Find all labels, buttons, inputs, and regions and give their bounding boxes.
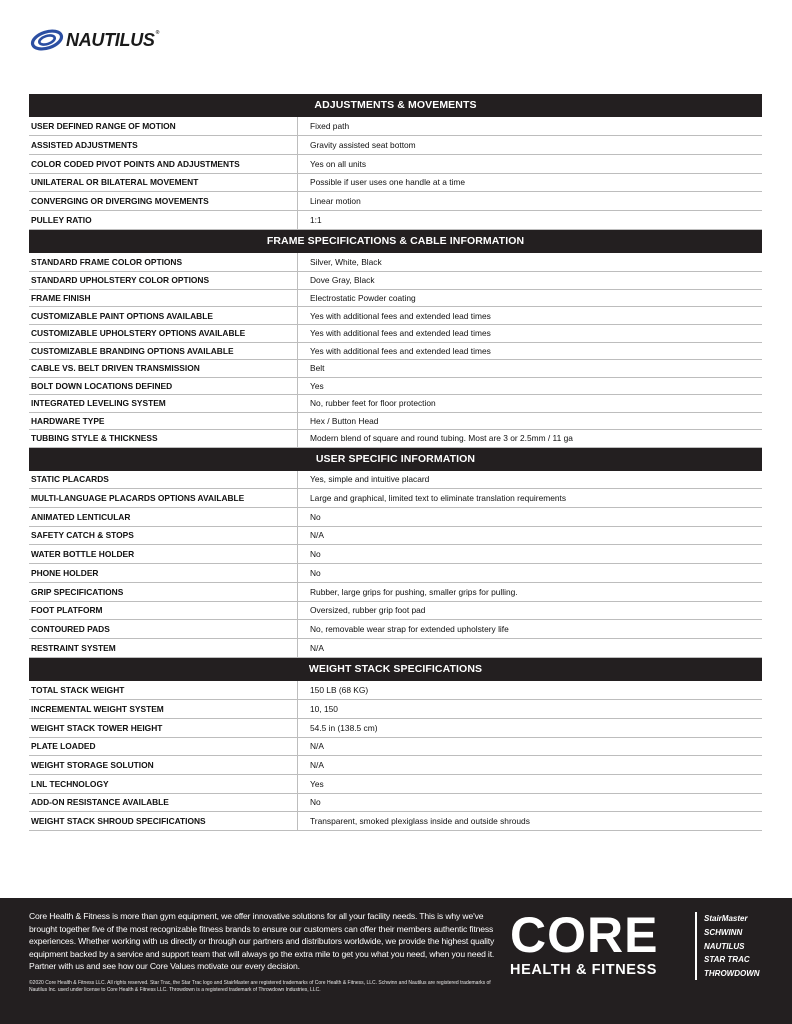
spec-label: LNL TECHNOLOGY [29, 775, 298, 793]
section-header: ADJUSTMENTS & MOVEMENTS [29, 94, 762, 117]
core-wordmark: CORE [510, 907, 659, 963]
spec-value: Fixed path [310, 121, 350, 131]
spec-row [29, 639, 762, 658]
spec-label: STANDARD UPHOLSTERY COLOR OPTIONS [29, 272, 298, 290]
spec-row [29, 545, 762, 564]
logo-divider [695, 912, 697, 980]
nautilus-swirl-icon [30, 27, 64, 53]
spec-label: INCREMENTAL WEIGHT SYSTEM [29, 700, 298, 718]
spec-label: USER DEFINED RANGE OF MOTION [29, 117, 298, 135]
brand-stairmaster: StairMaster [704, 914, 748, 923]
spec-value: 10, 150 [310, 703, 338, 714]
spec-label: CONVERGING OR DIVERGING MOVEMENTS [29, 192, 298, 210]
section-header: FRAME SPECIFICATIONS & CABLE INFORMATION [29, 230, 762, 253]
spec-row [29, 413, 762, 431]
brand-schwinn: SCHWINN [704, 927, 743, 937]
spec-row [29, 471, 762, 490]
spec-value: 54.5 in (138.5 cm) [310, 722, 378, 733]
spec-row [29, 307, 762, 325]
brand-throwdown: THROWDOWN [704, 969, 760, 979]
spec-row [29, 738, 762, 757]
spec-row [29, 794, 762, 813]
spec-row [29, 812, 762, 831]
spec-label: BOLT DOWN LOCATIONS DEFINED [29, 378, 298, 395]
spec-value: No [310, 511, 321, 522]
spec-value: No [310, 549, 321, 559]
spec-value: N/A [310, 530, 324, 541]
spec-row [29, 211, 762, 230]
spec-value: 150 LB (68 KG) [310, 684, 369, 695]
spec-value: Yes, simple and intuitive placard [310, 474, 430, 485]
core-logo [510, 907, 659, 978]
spec-value: Silver, White, Black [310, 256, 382, 267]
spec-label: SAFETY CATCH & STOPS [29, 527, 298, 545]
spec-label: WEIGHT STACK SHROUD SPECIFICATIONS [29, 812, 298, 830]
spec-value: Possible if user uses one handle at a time [310, 177, 466, 188]
spec-label: UNILATERAL OR BILATERAL MOVEMENT [29, 174, 298, 192]
spec-row [29, 489, 762, 508]
spec-row [29, 775, 762, 794]
footer-legal: ©2020 Core Health & Fitness LLC. All rights reserved. Star Trac, the Star Trac logo and StairMaster are registered trademarks of Core Health & Fitness, LLC. Schwinn and Nautilus are registered trademarks of Nautilus Inc. used under license to Core Health & Fitness LLC. Throwdown is a registered trademark of Throwdown Industries, LLC. [29, 980, 491, 993]
spec-label: PHONE HOLDER [29, 564, 298, 582]
spec-label: FOOT PLATFORM [29, 602, 298, 620]
spec-value: 1:1 [310, 214, 322, 225]
spec-value: No, removable wear strap for extended upholstery life [310, 624, 509, 634]
spec-label: WEIGHT STACK TOWER HEIGHT [29, 719, 298, 737]
spec-row [29, 117, 762, 136]
spec-value: N/A [310, 741, 324, 752]
spec-row [29, 192, 762, 211]
spec-value: Gravity assisted seat bottom [310, 140, 416, 150]
spec-value: Rubber, large grips for pushing, smaller grips for pulling. [310, 586, 518, 597]
nautilus-logo [30, 26, 159, 54]
spec-row [29, 700, 762, 719]
spec-row [29, 430, 762, 448]
spec-value: Yes with additional fees and extended lead times [310, 328, 491, 339]
spec-row [29, 290, 762, 307]
spec-label: STATIC PLACARDS [29, 471, 298, 489]
brand-list [704, 912, 760, 981]
spec-row [29, 681, 762, 700]
spec-label: HARDWARE TYPE [29, 413, 298, 430]
spec-value: Dove Gray, Black [310, 275, 375, 286]
spec-value: Electrostatic Powder coating [310, 293, 416, 303]
spec-row [29, 620, 762, 639]
spec-label: WEIGHT STORAGE SOLUTION [29, 756, 298, 774]
spec-label: CUSTOMIZABLE BRANDING OPTIONS AVAILABLE [29, 343, 298, 360]
section-header: WEIGHT STACK SPECIFICATIONS [29, 658, 762, 681]
spec-row [29, 527, 762, 546]
spec-row [29, 564, 762, 583]
spec-label: STANDARD FRAME COLOR OPTIONS [29, 253, 298, 271]
spec-value: N/A [310, 642, 324, 653]
spec-row [29, 583, 762, 602]
spec-label: ANIMATED LENTICULAR [29, 508, 298, 526]
spec-label: MULTI-LANGUAGE PLACARDS OPTIONS AVAILABLE [29, 489, 298, 507]
spec-label: TUBBING STYLE & THICKNESS [29, 430, 298, 447]
spec-row [29, 174, 762, 193]
spec-value: No [310, 797, 321, 808]
spec-row [29, 395, 762, 413]
spec-row [29, 756, 762, 775]
spec-value: Yes on all units [310, 158, 367, 169]
spec-value: Linear motion [310, 196, 361, 206]
spec-label: CONTOURED PADS [29, 620, 298, 638]
spec-table [29, 94, 762, 831]
spec-label: INTEGRATED LEVELING SYSTEM [29, 395, 298, 412]
footer-paragraph: Core Health & Fitness is more than gym equipment, we offer innovative solutions for all your facility needs. This is why we've brought together five of the most recognizable fitness brands to ensure our customers can offer their members authentic fitness experiences. Whether working with us directly or through our partners and distributors worldwide, we provide the highest quality equipment backed by a service and support team that will always go the extra mile to get you what you need, when you need it. Partner with us and see how our Core Values motivate our every decision. [29, 911, 495, 971]
spec-label: ADD-ON RESISTANCE AVAILABLE [29, 794, 298, 812]
spec-row [29, 136, 762, 155]
spec-label: GRIP SPECIFICATIONS [29, 583, 298, 601]
spec-row [29, 508, 762, 527]
spec-value: Yes [310, 380, 324, 391]
spec-label: CABLE VS. BELT DRIVEN TRANSMISSION [29, 360, 298, 377]
spec-value: Belt [310, 363, 325, 374]
spec-value: N/A [310, 759, 324, 770]
spec-row [29, 378, 762, 396]
spec-row [29, 272, 762, 291]
spec-label: COLOR CODED PIVOT POINTS AND ADJUSTMENTS [29, 155, 298, 173]
spec-value: Yes with additional fees and extended lead times [310, 345, 491, 356]
spec-row [29, 343, 762, 361]
spec-row [29, 719, 762, 738]
spec-label: WATER BOTTLE HOLDER [29, 545, 298, 563]
spec-value: No, rubber feet for floor protection [310, 398, 436, 409]
spec-label: PLATE LOADED [29, 738, 298, 756]
logo-wordmark: NAUTILUS® [66, 29, 159, 50]
core-subtitle: HEALTH & FITNESS [510, 962, 658, 978]
spec-label: CUSTOMIZABLE UPHOLSTERY OPTIONS AVAILABLE [29, 325, 298, 342]
spec-value: Oversized, rubber grip foot pad [310, 605, 426, 616]
spec-row [29, 360, 762, 378]
spec-row [29, 253, 762, 272]
spec-label: PULLEY RATIO [29, 211, 298, 229]
spec-label: CUSTOMIZABLE PAINT OPTIONS AVAILABLE [29, 307, 298, 324]
spec-label: TOTAL STACK WEIGHT [29, 681, 298, 699]
brand-star-trac: STAR TRAC [704, 955, 750, 965]
section-header: USER SPECIFIC INFORMATION [29, 448, 762, 471]
spec-row [29, 155, 762, 174]
spec-label: FRAME FINISH [29, 290, 298, 306]
spec-row [29, 325, 762, 343]
spec-value: Modern blend of square and round tubing. Most are 3 or 2.5mm / 11 ga [310, 433, 573, 444]
spec-value: Yes with additional fees and extended lead times [310, 310, 491, 321]
spec-value: Large and graphical, limited text to eliminate translation requirements [310, 492, 567, 503]
footer [0, 898, 792, 1024]
spec-label: ASSISTED ADJUSTMENTS [29, 136, 298, 154]
spec-row [29, 602, 762, 621]
spec-value: Yes [310, 778, 324, 789]
spec-value: Hex / Button Head [310, 415, 379, 426]
brand-nautilus: NAUTILUS [704, 941, 745, 951]
spec-label: RESTRAINT SYSTEM [29, 639, 298, 657]
spec-value: Transparent, smoked plexiglass inside and outside shrouds [310, 816, 530, 826]
spec-value: No [310, 567, 321, 578]
